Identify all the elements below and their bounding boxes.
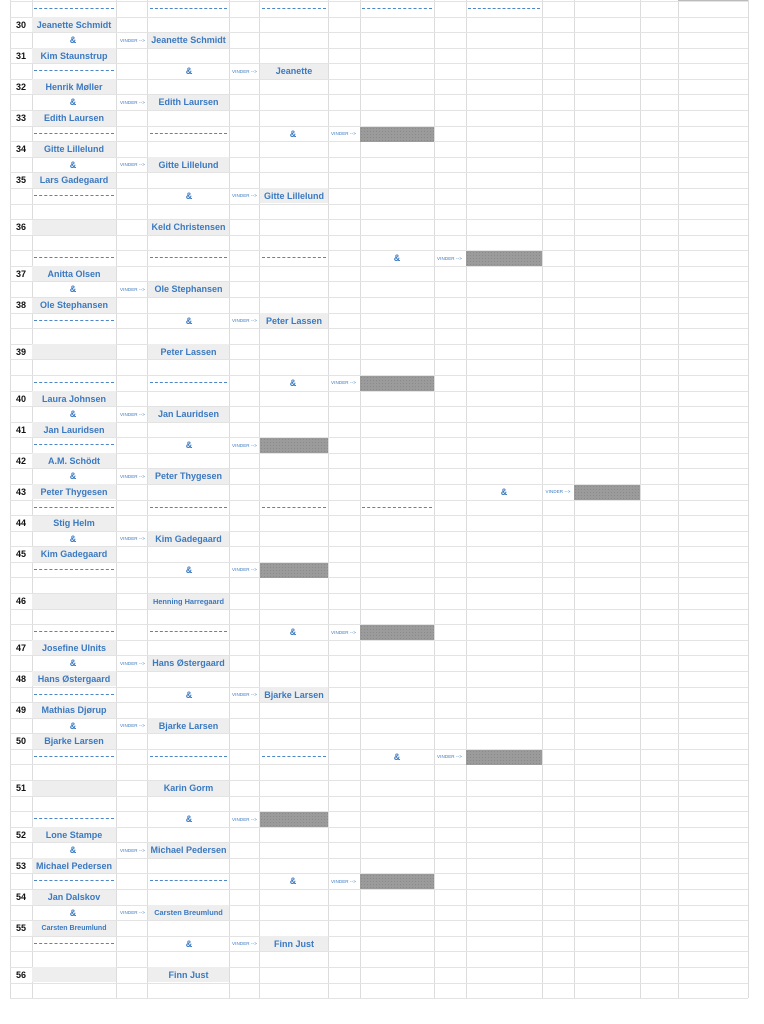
player-name-cell[interactable]: Lars Gadegaard (32, 173, 116, 188)
ampersand-label: & (69, 409, 77, 420)
pending-winner-slot (260, 438, 328, 453)
match-number: 55 (15, 923, 26, 934)
player-name-cell[interactable]: Ole Stephansen (148, 282, 229, 297)
player-name-cell[interactable]: Jeanette Schmidt (32, 17, 116, 32)
grid-row-line (10, 796, 748, 797)
grid-row-line (10, 79, 748, 80)
ampersand-label: & (289, 876, 297, 887)
match-number: 35 (15, 175, 26, 186)
pending-winner-slot (360, 127, 434, 142)
dashed-separator (34, 444, 114, 445)
dashed-separator (34, 257, 114, 258)
match-number: 41 (15, 424, 26, 435)
player-name-cell[interactable]: Jan Lauridsen (32, 422, 116, 437)
player-name-cell[interactable]: Finn Just (148, 967, 229, 982)
grid-row-line (10, 546, 748, 547)
winner-arrow-label: VINDER --> (120, 411, 145, 417)
ampersand-label: & (185, 190, 193, 201)
grid-row-line (10, 110, 748, 111)
grid-row-line (10, 967, 748, 968)
dashed-separator (150, 631, 227, 632)
match-number: 49 (15, 705, 26, 716)
match-number: 48 (15, 673, 26, 684)
player-name-cell[interactable]: Bjarke Larsen (148, 718, 229, 733)
ampersand-label: & (185, 564, 193, 575)
match-number: 47 (15, 642, 26, 653)
grid-row-line (10, 422, 748, 423)
grid-row-line (10, 515, 748, 516)
grid-row-line (10, 172, 748, 173)
match-number: 34 (15, 144, 26, 155)
dashed-separator (34, 133, 114, 134)
empty-slot-cell (32, 594, 116, 609)
empty-slot-cell (32, 781, 116, 796)
player-name-cell[interactable]: Jeanette (260, 64, 328, 79)
dashed-separator (150, 8, 227, 9)
grid-row-line (10, 827, 748, 828)
ampersand-label: & (69, 658, 77, 669)
ampersand-label: & (185, 440, 193, 451)
winner-arrow-label: VINDER --> (232, 68, 257, 74)
dashed-separator (468, 8, 540, 9)
ampersand-label: & (185, 938, 193, 949)
match-number: 43 (15, 486, 26, 497)
pending-winner-slot (360, 625, 434, 640)
player-name-cell[interactable]: Lone Stampe (32, 827, 116, 842)
player-name-cell[interactable]: Gitte Lillelund (260, 188, 328, 203)
dashed-separator (362, 8, 432, 9)
dashed-separator (34, 756, 114, 757)
winner-arrow-label: VINDER --> (331, 131, 356, 137)
ampersand-label: & (69, 159, 77, 170)
ampersand-label: & (185, 689, 193, 700)
winner-arrow-label: VINDER --> (331, 878, 356, 884)
grid-row-line (10, 219, 748, 220)
match-number: 54 (15, 892, 26, 903)
ampersand-label: & (393, 253, 401, 264)
dashed-separator (262, 507, 326, 508)
player-name-cell[interactable]: Stig Helm (32, 516, 116, 531)
player-name-cell[interactable]: Finn Just (260, 936, 328, 951)
match-number: 37 (15, 268, 26, 279)
grid-row-line (10, 453, 748, 454)
match-number: 50 (15, 736, 26, 747)
empty-slot-cell (32, 220, 116, 235)
match-number: 32 (15, 81, 26, 92)
dashed-separator (34, 320, 114, 321)
match-number: 38 (15, 300, 26, 311)
player-name-cell[interactable]: Peter Lassen (148, 344, 229, 359)
ampersand-label: & (289, 627, 297, 638)
player-name-cell[interactable]: Michael Pedersen (148, 843, 229, 858)
winner-arrow-label: VINDER --> (120, 723, 145, 729)
match-number: 56 (15, 969, 26, 980)
grid-row-line (10, 609, 748, 610)
player-name-cell[interactable]: Karin Gorm (148, 781, 229, 796)
pending-winner-slot (360, 874, 434, 889)
winner-arrow-label: VINDER --> (232, 941, 257, 947)
ampersand-label: & (185, 814, 193, 825)
grid-column-line (748, 0, 749, 998)
winner-arrow-label: VINDER --> (232, 193, 257, 199)
grid-row-line (10, 63, 748, 64)
match-number: 52 (15, 829, 26, 840)
dashed-separator (34, 631, 114, 632)
winner-arrow-label: VINDER --> (437, 255, 462, 261)
winner-arrow-label: VINDER --> (331, 629, 356, 635)
grid-row-line (10, 671, 748, 672)
ampersand-label: & (393, 751, 401, 762)
grid-row-line (10, 702, 748, 703)
match-number: 51 (15, 783, 26, 793)
winner-arrow-label: VINDER --> (120, 37, 145, 43)
player-name-cell[interactable]: Hans Østergaard (148, 656, 229, 671)
player-name-cell[interactable]: Keld Christensen (148, 220, 229, 235)
ampersand-label: & (289, 128, 297, 139)
player-name-cell[interactable]: Edith Laursen (148, 95, 229, 110)
ampersand-label: & (185, 315, 193, 326)
grid-row-line (10, 811, 748, 812)
player-name-cell[interactable]: Henning Harregaard (148, 594, 229, 609)
grid-row-line (10, 936, 748, 937)
winner-arrow-label: VINDER --> (120, 162, 145, 168)
dashed-separator (34, 382, 114, 383)
dashed-separator (34, 8, 114, 9)
player-name-cell[interactable]: Kim Staunstrup (32, 48, 116, 63)
empty-slot-cell (32, 344, 116, 359)
pending-winner-slot (260, 812, 328, 827)
player-name-cell[interactable]: Jan Lauridsen (148, 407, 229, 422)
player-name-cell[interactable]: Bjarke Larsen (32, 734, 116, 749)
winner-arrow-label: VINDER --> (120, 536, 145, 542)
match-number: 30 (15, 19, 26, 30)
grid-row-line (10, 749, 748, 750)
winner-arrow-label: VINDER --> (120, 910, 145, 916)
player-name-cell[interactable]: Kim Gadegaard (32, 547, 116, 562)
dashed-separator (262, 8, 326, 9)
dashed-separator (150, 880, 227, 881)
player-name-cell[interactable]: A.M. Schödt (32, 453, 116, 468)
dashed-separator (34, 943, 114, 944)
grid-row-line (10, 235, 748, 236)
grid-row-line (10, 266, 748, 267)
winner-arrow-label: VINDER --> (232, 442, 257, 448)
grid-row-line (10, 313, 748, 314)
grid-row-line (10, 17, 748, 18)
pending-winner-slot (260, 563, 328, 578)
winner-arrow-label: VINDER --> (120, 660, 145, 666)
dashed-separator (34, 569, 114, 570)
grid-top-right-line (678, 0, 748, 1)
grid-row-line (10, 48, 748, 49)
winner-arrow-label: VINDER --> (120, 99, 145, 105)
player-name-cell[interactable]: Henrik Møller (32, 79, 116, 94)
winner-arrow-label: VINDER --> (545, 489, 571, 495)
player-name-cell[interactable]: Mathias Djørup (32, 703, 116, 718)
grid-row-line (10, 983, 748, 984)
player-name-cell[interactable]: Ole Stephansen (32, 298, 116, 313)
dashed-separator (150, 382, 227, 383)
grid-row-line (10, 188, 748, 189)
ampersand-label: & (185, 66, 193, 77)
dashed-separator (150, 133, 227, 134)
grid-row-line (10, 1, 748, 2)
grid-row-line (10, 562, 748, 563)
dashed-separator (150, 507, 227, 508)
ampersand-label: & (289, 377, 297, 388)
match-number: 31 (15, 50, 26, 61)
pending-winner-slot (466, 750, 542, 765)
match-number: 53 (15, 860, 26, 871)
winner-arrow-label: VINDER --> (232, 318, 257, 324)
pending-winner-slot (466, 251, 542, 266)
ampersand-label: & (69, 35, 77, 46)
dashed-separator (34, 694, 114, 695)
grid-row-line (10, 998, 748, 999)
ampersand-label: & (69, 533, 77, 544)
player-name-cell[interactable]: Peter Thygesen (148, 469, 229, 484)
player-name-cell[interactable]: Bjarke Larsen (260, 687, 328, 702)
winner-arrow-label: VINDER --> (437, 754, 462, 760)
dashed-separator (34, 70, 114, 71)
grid-row-line (10, 250, 748, 251)
match-number: 36 (15, 222, 26, 233)
dashed-separator (34, 880, 114, 881)
dashed-separator (262, 756, 326, 757)
grid-row-line (10, 733, 748, 734)
ampersand-label: & (500, 486, 508, 497)
match-number: 40 (15, 393, 26, 404)
grid-row-line (10, 204, 748, 205)
player-name-cell[interactable]: Michael Pedersen (32, 858, 116, 873)
match-number: 33 (15, 113, 26, 124)
player-name-cell[interactable]: Peter Lassen (260, 313, 328, 328)
dashed-separator (34, 507, 114, 508)
grid-row-line (10, 764, 748, 765)
grid-row-line (10, 577, 748, 578)
grid-row-line (10, 920, 748, 921)
winner-arrow-label: VINDER --> (232, 567, 257, 573)
dashed-separator (150, 257, 227, 258)
winner-arrow-label: VINDER --> (232, 816, 257, 822)
player-name-cell[interactable]: Carsten Breumlund (148, 905, 229, 920)
grid-row-line (10, 437, 748, 438)
grid-row-line (10, 687, 748, 688)
match-number: 45 (15, 549, 26, 560)
pending-winner-slot (360, 376, 434, 391)
ampersand-label: & (69, 845, 77, 856)
player-name-cell[interactable]: Jan Dalskov (32, 890, 116, 905)
player-name-cell[interactable]: Edith Laursen (32, 111, 116, 126)
match-number: 42 (15, 455, 26, 466)
winner-arrow-label: VINDER --> (232, 692, 257, 698)
ampersand-label: & (69, 284, 77, 295)
winner-arrow-label: VINDER --> (331, 380, 356, 386)
player-name-cell[interactable]: Hans Østergaard (32, 671, 116, 686)
winner-arrow-label: VINDER --> (120, 847, 145, 853)
dashed-separator (150, 756, 227, 757)
ampersand-label: & (69, 907, 77, 918)
match-number: 46 (15, 596, 26, 607)
player-name-cell[interactable]: Kim Gadegaard (148, 531, 229, 546)
grid-row-line (10, 328, 748, 329)
pending-winner-slot (574, 485, 640, 500)
ampersand-label: & (69, 720, 77, 731)
grid-row-line (10, 359, 748, 360)
ampersand-label: & (69, 471, 77, 482)
dashed-separator (34, 195, 114, 196)
grid-row-line (10, 951, 748, 952)
empty-slot-cell (32, 967, 116, 982)
player-name-cell[interactable]: Peter Thygesen (32, 484, 116, 499)
player-name-cell[interactable]: Jeanette Schmidt (148, 33, 229, 48)
player-name-cell[interactable]: Anitta Olsen (32, 266, 116, 281)
player-name-cell[interactable]: Gitte Lillelund (148, 157, 229, 172)
player-name-cell[interactable]: Gitte Lillelund (32, 142, 116, 157)
grid-row-line (10, 593, 748, 594)
grid-row-line (10, 344, 748, 345)
match-number: 39 (15, 346, 26, 357)
player-name-cell[interactable]: Carsten Breumlund (32, 921, 116, 936)
dashed-separator (34, 818, 114, 819)
grid-row-line (10, 780, 748, 781)
grid-row-line (10, 858, 748, 859)
dashed-separator (362, 507, 432, 508)
dashed-separator (262, 257, 326, 258)
ampersand-label: & (69, 97, 77, 108)
player-name-cell[interactable]: Laura Johnsen (32, 391, 116, 406)
player-name-cell[interactable]: Josefine Ulnits (32, 640, 116, 655)
grid-row-line (10, 297, 748, 298)
winner-arrow-label: VINDER --> (120, 286, 145, 292)
match-number: 44 (15, 518, 26, 529)
winner-arrow-label: VINDER --> (120, 473, 145, 479)
